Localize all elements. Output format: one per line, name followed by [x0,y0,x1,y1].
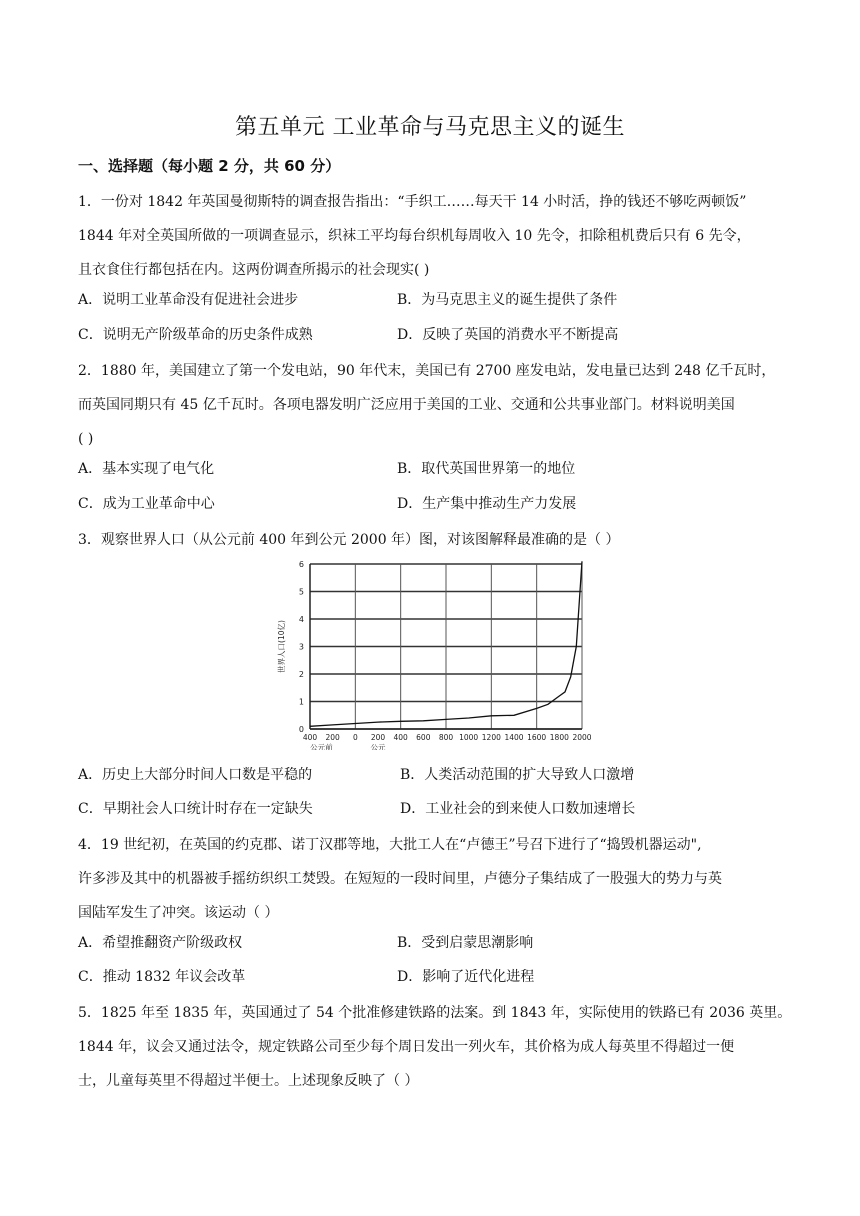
question-3-option-b[interactable]: B．人类活动范围的扩大导致人口激增 [400,767,635,783]
y-tick-label: 4 [298,615,304,624]
question-4-option-a[interactable]: A．希望推翻资产阶级政权 [78,935,243,951]
question-4-option-b[interactable]: B．受到启蒙思潮影响 [397,935,534,951]
question-3-option-c[interactable]: C．早期社会人口统计时存在一定缺失 [78,801,313,817]
question-line: 4．19 世纪初，在英国的约克郡、诺丁汉郡等地，大批工人在“卢德王”号召下进行了“捣毁机器运动", [78,837,702,853]
y-tick-label: 3 [298,642,304,652]
x-tick-label: 1000 [459,733,479,742]
question-line: 1844 年对全英国所做的一项调查显示，织袜工平均每台织机每周收入 10 先令，扣除租机费后只有 6 先令， [78,228,751,244]
question-4-option-d[interactable]: D．影响了近代化进程 [397,969,535,985]
question-line: 而英国同期只有 45 亿千瓦时。各项电器发明广泛应用于美国的工业、交通和公共事业部门。材料说明美国 [78,397,735,413]
x-tick-label: 1800 [549,733,569,742]
question-1-option-a[interactable]: A．说明工业革命没有促进社会进步 [78,292,299,308]
y-tick-label: 0 [298,725,304,734]
question-1-option-b[interactable]: B．为马克思主义的诞生提供了条件 [397,292,618,308]
question-5-stem [78,996,792,1098]
x-tick-label: 1400 [504,733,524,742]
population-chart [270,554,600,750]
question-line: 士，儿童每英里不得超过半便士。上述现象反映了（ ） [78,1073,419,1089]
question-2-option-c[interactable]: C．成为工业革命中心 [78,496,215,512]
x-tick-label: 400 [302,733,318,742]
y-tick-label: 5 [298,587,304,597]
question-line: 且衣食住行都包括在内。这两份调查所揭示的社会现实( ) [78,262,430,278]
x-tick-label: 600 [416,733,431,742]
question-2-option-a[interactable]: A．基本实现了电气化 [78,461,215,477]
question-1-option-c[interactable]: C．说明无产阶级革命的历史条件成熟 [78,327,313,343]
population-chart-svg [270,554,600,750]
y-tick-label: 1 [298,697,304,707]
question-line: 1844 年，议会又通过法令，规定铁路公司至少每个周日发出一列火车，其价格为成人每英里不得超过一便 [78,1039,735,1055]
x-axis-label-ad: 公元 [370,743,386,750]
question-4-stem [78,828,788,930]
y-tick-label: 6 [298,560,304,569]
question-1-stem [78,185,788,287]
x-tick-label: 400 [393,733,408,742]
question-line: 3．观察世界人口（从公元前 400 年到公元 2000 年）图，对该图解释最准确的是（ ） [78,532,620,548]
question-3-option-a[interactable]: A．历史上大部分时间人口数是平稳的 [78,767,313,783]
question-4-option-c[interactable]: C．推动 1832 年议会改革 [78,969,246,985]
x-tick-label: 2000 [572,733,592,742]
x-tick-label: 1600 [527,733,547,742]
question-line: 1．一份对 1842 年英国曼彻斯特的调查报告指出：“手织工……每天干 14 小时活，挣的钱还不够吃两顿饭” [78,194,747,210]
x-tick-label: 0 [352,733,358,742]
question-3-stem [78,523,788,557]
question-3-option-d[interactable]: D．工业社会的到来使人口数加速增长 [400,801,636,817]
x-axis-label-bc: 公元前 [310,743,333,750]
y-tick-label: 2 [298,670,304,679]
question-2-option-d[interactable]: D．生产集中推动生产力发展 [397,496,577,512]
question-line: ( ) [78,431,94,447]
page-title: 第五单元 工业革命与马克思主义的诞生 [235,115,625,140]
question-2-option-b[interactable]: B．取代英国世界第一的地位 [397,461,576,477]
x-tick-label: 200 [370,733,386,742]
x-tick-label: 1200 [481,733,501,742]
question-2-stem [78,354,788,456]
question-line: 2．1880 年，美国建立了第一个发电站，90 年代末，美国已有 2700 座发电站，发电量已达到 248 亿千瓦时， [78,363,776,379]
y-axis-label: 世界人口(10亿) [277,620,286,673]
question-line: 国陆军发生了冲突。该运动（ ） [78,905,279,921]
x-tick-label: 200 [325,733,340,742]
question-line: 许多涉及其中的机器被手摇纺织织工焚毁。在短短的一段时间里，卢德分子集结成了一股强大的势力与英 [78,871,722,887]
section-heading: 一、选择题（每小题 2 分，共 60 分） [78,157,341,175]
question-1-option-d[interactable]: D．反映了英国的消费水平不断提高 [397,327,619,343]
x-tick-label: 800 [438,733,454,742]
question-line: 5．1825 年至 1835 年，英国通过了 54 个批准修建铁路的法案。到 1843 年，实际使用的铁路已有 2036 英里。 [78,1005,792,1021]
